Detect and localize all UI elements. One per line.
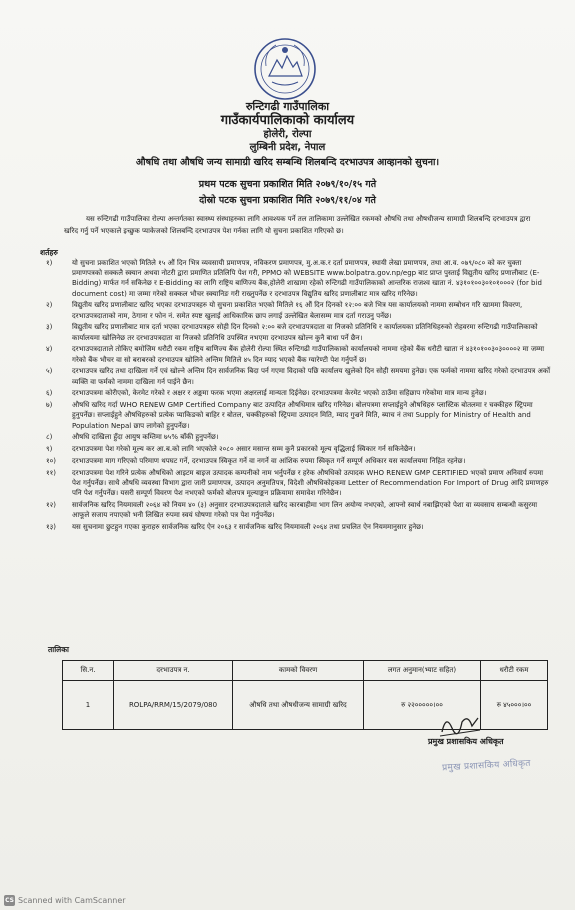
- condition-item: [42, 344, 552, 364]
- header-serial: सि.न.: [63, 661, 114, 681]
- condition-number: १): [46, 259, 53, 267]
- condition-text: दरभाउपत्रमा पेश गरिने प्रत्येक औषधिको आइटम बाइज उत्पादक कम्पनीको नाम भर्नुपर्नेछ र हरेक औषधिको उत्पादक WHO RENEW GMP CERTIFIED भएको प्रमाण अनिवार्य रुपमा पेश गर्नुपर्नेछ। साथै औषधि व्यवस्था विभाग द्वारा जारी प्रमाणपत्र, उत्पादन अनुमतिपत्र, विदेशी औषधिकोहकमा Letter of Recommendation For Import of Drug आदि प्रमाणहरु पनि पेश गर्नुपर्नेछ। यसरी सम्पूर्ण विवरण पेश नभएको फर्मको बोलपत्र मूल्याङ्कन प्रक्रियामा समावेश गरिनेछैन।: [72, 468, 549, 498]
- condition-text: विद्युतीय खरिद प्रणालीबाट मात्र दर्ता भएका दरभाउपत्रहरु सोही दिन दिनको २:०० बजे दरभाउपत्रदाता वा निजको प्रतिनिधि र कार्यालयका प्रतिनिधिहरुको रोहवरमा रुन्टिगढी गाउँपालिकाको कार्यालयमा खोलिनेछ तर दरभाउपत्रदाता वा निजको प्रतिनिधि उपस्थित नभएमा दरभाउपत्र खोल्न कुनै बाधा पर्ने छैन।: [72, 323, 538, 342]
- cell-estimate: रु २२०००००।००: [364, 681, 481, 730]
- condition-number: ८): [46, 433, 53, 442]
- condition-text: विद्युतीय खरिद प्रणालीबाट खरिद भएका दरभाउपत्रहरु यो सुचना प्रकाशित भएको मितिले १६ औं दिन दिनको १२:०० बजे भित्र यस कार्यालयको नाममा सम्बोधन गरि खाममा विवरण, दरभाउपत्रदाताको नाम, ठेगाना र फोन नं. समेत स्पष्ट खुलाई आधिकारिक छाप लगाई उल्लेखित बेलासम्म मात्र दर्ता गराउनु पर्नेछ।: [72, 301, 523, 320]
- condition-number: ६): [46, 389, 53, 398]
- municipality-seal-icon: [252, 36, 318, 102]
- condition-text: दरभाउपत्रमा पेश गरेको मूल्य कर आ.ब.को लागि भएकोले २०८० असार मसान्त सम्म कुनै प्रकारको मूल्य वृद्धिलाई स्विकार गर्न सकिनेछैन।: [72, 445, 416, 454]
- notice-intro: यस रुन्टिगढी गाउँपालिका रोल्पा अन्तर्गतका स्वास्थ्य संस्थाहरुका लागि आवश्यक पर्ने तल तालिकामा उल्लेखित रकमको औषधि तथा औषधीजन्य सामाग्री शिलबन्दि दरभाउपत्र द्वारा खरिद गर्नु पर्ने भएकाले इच्छुक प्याकेजको शिलबन्दि दरभाउपत्र पेश गर्नका लागि यो सुचना प्रकाशित गरिएको छ।: [64, 215, 531, 235]
- condition-text: औषधि दाखिला हुँदा आयुष कम्तिमा ७५% बाँकी हुनुपर्नेछ।: [72, 433, 219, 442]
- header-description: कामको विवरण: [233, 661, 364, 681]
- table-header-row: [63, 661, 548, 681]
- condition-text: यो सुचना प्रकाशित भएको मितिले १५ औं दिन भित्र व्यवसायी प्रमाणपत्र, नविकरण प्रमाणपत्र, मु.अ.क.र दर्ता प्रमाणपत्र, स्थायी लेखा प्रमाणपत्र, तथा आ.व. ०७९/०८० को कर चुक्ता प्रमाणपत्रको सक्कलै स्क्यान अथवा नोटरी द्वारा प्रमाणित प्रतिलिपि पेश गरी, PPMO को WEBSITE www.bolpatra.gov.np/egp बाट प्राप्त पुस्ताई विद्युतीय खरिद प्रणालीबाट (E- Bidding) मार्फत गर्न सकिनेछ र E-Bidding का लागि राष्ट्रिय बाणिज्य बैंक,होलेरी शाखामा रहेको रुन्टिगढी गाउँपालिकाको आन्तरिक राजश्व खाता नं. ४३१०१००३०१०१०००२ (for bid document cost) मा जम्मा गरेको सक्कल भौचर स्क्यानिङ गरी राख्नुपर्नेछ र दरभाउपत्र विद्युतिय खरिद प्रणालीबाट मात्र खरिद गरिनेछ।: [72, 259, 542, 298]
- header-office: गाउँकार्यपालिकाको कार्यालय: [220, 113, 355, 128]
- conditions-heading: शर्तहरु: [40, 248, 58, 257]
- cell-tender-number: ROLPA/RRM/15/2079/080: [114, 681, 233, 730]
- header-address: होलेरी, रोल्पा: [263, 129, 312, 140]
- header-province: लुम्बिनी प्रदेश, नेपाल: [249, 142, 326, 153]
- condition-number: १०): [46, 457, 57, 465]
- header-deposit: धरौटी रकम: [481, 661, 548, 681]
- condition-item: [42, 366, 552, 386]
- signatory-title: प्रमुख प्रशासकिय अधिकृत: [428, 737, 504, 746]
- condition-item: [42, 322, 552, 342]
- condition-text: यस सुचनामा छुटहुन गएका कुराहरु सार्वजनिक खरिद ऐन २०६३ र सार्वजनिक खरिद नियमावली २०६४ तथा प्रचलित ऐन नियममानुसार हुनेछ।: [72, 523, 424, 531]
- condition-item: [42, 400, 552, 431]
- condition-item: [42, 522, 552, 532]
- condition-text: दरभाउपत्रदाताले तोकिए बमोजिम धरौटी रकम राष्ट्रिय बाणिज्य बैंक होलेरी रोल्पा स्थित रुन्टिगढी गाउँपालिकाको कार्यालयको नाममा रहेको बैंक धरौटी खाता नं ४३१०१००३०३००००२ मा जम्मा गरेको बैंक भौचर वा सो बराबरको दरभाउपत्र खोलिने अन्तिम मितिले ४५ दिन म्याद भएको बैंक ग्यारेण्टी पेश गर्नुपर्ने छ।: [72, 345, 545, 364]
- first-publication-date: प्रथम पटक सुचना प्रकाशित मिति २०७९/१०/१५ गते: [198, 179, 377, 190]
- scanner-text: Scanned with CamScanner: [18, 896, 126, 905]
- cell-description: औषधि तथा औषधीजन्य सामाग्री खरिद: [233, 681, 364, 730]
- condition-text: दरभाउपत्र खरिद तथा दाखिला गर्ने एवं खोल्ने अन्तिम दिन सार्वजनिक बिदा पर्न गएमा विदाको पछि कार्यालय खुलेको दिन सोही समयमा हुनेछ। एक फर्मको नाममा खरिद गरेको दरभाउपत्र अर्को व्यक्ति वा फर्मको नाममा दाखिला गर्न पाईने छैन।: [72, 367, 551, 386]
- camscanner-watermark: [4, 895, 126, 906]
- condition-item: [42, 388, 552, 398]
- header-municipality: रुन्टिगढी गाउँपालिका: [245, 100, 330, 113]
- condition-item: [42, 432, 552, 442]
- condition-text: औषधि खरिद गर्दा WHO RENEW GMP Certified Company बाट उत्पादित औषधिमात्र खरिद गरिनेछ। बोलपत्रमा सप्लाईहुने औषधिहरु प्लास्टिक बोतलमा र चक्कीहरु स्ट्रिपमा हुनुपर्नेछ। सप्लाईहुने औषधिहरुको प्रत्येक प्याकिङको बाहिर र बोतल, चक्कीहरुको स्ट्रिपमा उत्पादन मिति, म्याद गुज्रने मिति, ब्याच नं तथा Supply for Ministry of Health and Population Nepal छाप लागेको हुनुपर्नेछ।: [72, 401, 533, 430]
- condition-number: ४): [46, 345, 53, 354]
- condition-item: [42, 468, 552, 499]
- condition-number: १३): [46, 523, 57, 531]
- condition-number: ११): [46, 468, 57, 477]
- header-estimate: लगत अनुमान(भ्याट सहित): [364, 661, 481, 681]
- condition-number: ५): [46, 367, 53, 376]
- condition-number: १२): [46, 501, 57, 509]
- condition-item: [42, 456, 552, 466]
- condition-text: दरभाउपत्रमा माग गरिएको परिमाण थपघट गर्ने, दरभाउपत्र स्विकृत गर्ने वा नगर्ने वा आंशिक रुपमा स्विकृत गर्ने सम्पूर्ण अधिकार यस कार्यालयमा निहित रहनेछ।: [72, 457, 466, 465]
- conditions-list: [42, 258, 552, 534]
- condition-number: ९): [46, 445, 53, 454]
- condition-item: [42, 444, 552, 454]
- cell-deposit: रु ४५०००।००: [481, 681, 548, 730]
- condition-item: [42, 258, 552, 299]
- condition-number: ७): [46, 401, 53, 410]
- official-stamp-text: प्रमुख प्रशासकिय अधिकृत: [441, 758, 531, 774]
- condition-number: ३): [46, 323, 53, 332]
- cell-serial: 1: [63, 681, 114, 730]
- condition-item: [42, 300, 552, 320]
- condition-text: दरभाउपत्रमा कोरीएको, केरमेट गरेको र अक्षर र अङ्कमा फरक भएमा अक्षरलाई मान्यता दिईनेछ। दरभाउपत्रमा केरमेट भएको ठाउँमा सहिछाप गरेकोमा मात्र मान्य हुनेछ।: [72, 389, 487, 398]
- camscanner-icon: CS: [5, 897, 14, 904]
- notice-title: औषधि तथा औषधि जन्य सामाग्री खरिद सम्बन्धि शिलबन्दि दरभाउपत्र आव्हानको सुचना।: [135, 157, 440, 168]
- table-title: तालिका: [48, 645, 69, 654]
- condition-number: २): [46, 301, 53, 310]
- condition-text: सार्वजनिक खरिद नियमावली २०६४ को नियम ४० (३) अनुसार दरभाउपत्रदाताले खरिद कारबाहीमा भाग लिन अयोग्य नभएको, आफ्नो स्वार्थ नबाझिएको पेशा वा व्यवसाय सम्बन्धी कसुरमा आफूले सजाय नपाएको भनी लिखित रुपमा स्वयं घोषणा गरेको पत्र पेश गर्नुपर्नेछ।: [72, 501, 538, 520]
- header-tender-number: दरभाउपत्र न.: [114, 661, 233, 681]
- condition-item: [42, 500, 552, 520]
- second-publication-date: दोस्रो पटक सुचना प्रकाशित मिति २०७९/११/०४ गते: [199, 195, 376, 206]
